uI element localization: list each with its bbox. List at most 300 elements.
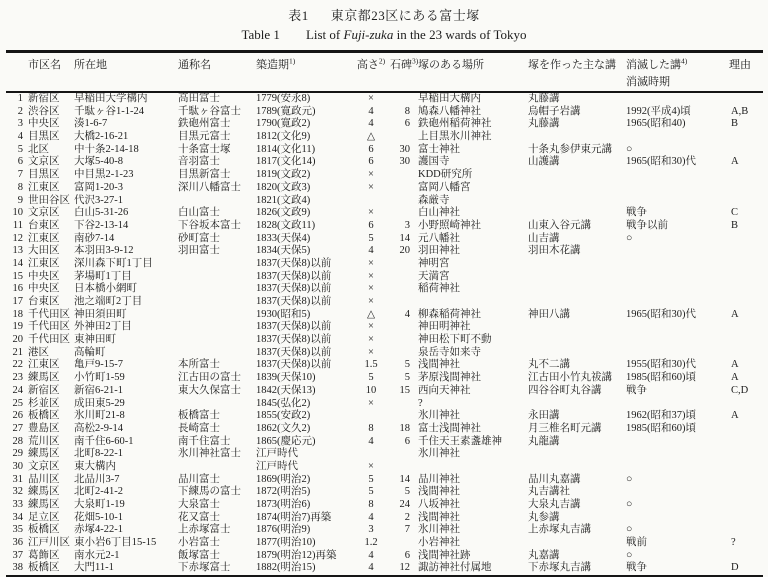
cell-common-name: 大泉富士: [178, 499, 220, 510]
table-row: [6, 359, 763, 372]
cell-row-number: 25: [12, 397, 23, 409]
table-row: [6, 283, 763, 296]
cell-builder-ko: 丸藤講: [528, 118, 560, 130]
cell-reason: [717, 321, 763, 334]
cell-location-of-mound: 稲荷神社: [418, 283, 460, 295]
cell-extinct-ko: [626, 195, 717, 208]
cell-location-of-mound: 上目黒氷川神社: [418, 131, 492, 143]
table-row: [6, 524, 763, 537]
cell-stone-monuments: 18: [399, 422, 410, 434]
cell-stone-monuments: [388, 92, 418, 106]
cell-construction-period: 1837(天保8)以前: [256, 296, 332, 307]
cell-reason: [717, 233, 763, 246]
cell-height: ×: [368, 169, 374, 181]
col-header-ward: 市区名: [28, 59, 61, 71]
table-row: [6, 550, 763, 563]
cell-builder-ko: [528, 182, 626, 195]
cell-ward: 世田谷区: [28, 194, 70, 206]
cell-common-name: 下赤塚富士: [178, 562, 231, 574]
cell-extinct-ko: 1965(昭和40): [626, 118, 686, 130]
cell-row-number: 18: [12, 308, 23, 320]
cell-construction-period: 1882(明治15): [256, 562, 316, 574]
cell-stone-monuments: 30: [399, 143, 410, 155]
cell-ward: 北区: [28, 143, 49, 155]
cell-construction-period: 1879(明治12)再築: [256, 549, 337, 561]
cell-stone-monuments: [388, 537, 418, 550]
cell-address: 氷川町21-8: [74, 410, 125, 422]
cell-common-name: 本所富士: [178, 359, 220, 371]
caption-en-label: Table 1: [241, 27, 280, 42]
cell-ward: 千代田区: [28, 308, 70, 320]
cell-address: 湊1-6-7: [74, 118, 108, 130]
cell-stone-monuments: [388, 321, 418, 334]
cell-location-of-mound: 小野照崎神社: [418, 219, 481, 231]
cell-common-name: 砂町富士: [178, 232, 220, 244]
cell-address: 東大構内: [74, 460, 116, 472]
col-header-common-name: 通称名: [178, 59, 211, 71]
table-row: [6, 398, 763, 411]
cell-reason: B: [731, 118, 739, 130]
cell-common-name: 目黒新富士: [178, 169, 231, 181]
fujizuka-table: [6, 50, 763, 577]
cell-row-number: 1: [17, 93, 23, 104]
cell-row-number: 8: [17, 181, 23, 193]
cell-reason: [717, 499, 763, 512]
cell-reason: A: [731, 156, 739, 168]
cell-extinct-ko: 1985(昭和60)頃: [626, 372, 696, 384]
col-header-builder-ko: 塚を作った主な講: [528, 59, 616, 71]
cell-reason: [717, 524, 763, 537]
cell-stone-monuments: 6: [404, 549, 410, 561]
cell-stone-monuments: [388, 448, 418, 461]
cell-builder-ko: 山護講: [528, 156, 560, 168]
cell-construction-period: 1877(明治10): [256, 537, 316, 549]
cell-stone-monuments: 2: [404, 511, 410, 523]
cell-address: 下谷2-13-14: [74, 219, 129, 231]
cell-location-of-mound: 茅原浅間神社: [418, 372, 481, 384]
cell-row-number: 33: [12, 499, 23, 510]
cell-location-of-mound: 氷川神社: [418, 524, 460, 536]
cell-reason: [717, 131, 763, 144]
cell-builder-ko: [528, 347, 626, 360]
cell-common-name: 下練馬の富士: [178, 486, 241, 498]
cell-location-of-mound: 千住天王素盞雄神: [418, 435, 502, 447]
cell-height: 8: [368, 499, 374, 510]
cell-address: 赤塚4-22-1: [74, 524, 123, 536]
cell-extinct-ko: 戦争: [626, 384, 647, 396]
cell-ward: 板橋区: [28, 562, 60, 574]
cell-row-number: 17: [12, 296, 23, 307]
cell-extinct-ko: 1962(昭和37)頃: [626, 410, 696, 422]
col-header-construction-period: 築造期$^{1)}$: [256, 56, 296, 71]
cell-extinct-ko: ○: [626, 499, 633, 510]
cell-location-of-mound: [418, 461, 528, 474]
cell-common-name: 白山富士: [178, 207, 220, 219]
cell-height: 4: [368, 562, 374, 574]
table-row: [6, 233, 763, 246]
cell-ward: 足立区: [28, 511, 60, 523]
cell-ward: 文京区: [28, 460, 60, 472]
cell-construction-period: 1862(文久2): [256, 422, 311, 434]
table-row: [6, 182, 763, 195]
cell-extinct-ko: ○: [626, 143, 633, 155]
cell-builder-ko: 月三椎名町元講: [528, 422, 602, 434]
cell-builder-ko: [528, 169, 626, 182]
cell-stone-monuments: [388, 283, 418, 296]
cell-reason: A: [731, 410, 739, 422]
cell-height: 1.5: [364, 359, 378, 371]
table-row: [6, 448, 763, 461]
table-row: [6, 334, 763, 347]
cell-height: 5: [368, 486, 374, 498]
cell-builder-ko: [528, 537, 626, 550]
cell-address: 花畑5-10-1: [74, 511, 123, 523]
cell-construction-period: 1837(天保8)以前: [256, 321, 332, 333]
cell-height: 5: [368, 372, 374, 384]
cell-builder-ko: [528, 258, 626, 271]
cell-common-name: [178, 283, 256, 296]
cell-address: 小竹町1-59: [74, 372, 125, 384]
cell-stone-monuments: [388, 258, 418, 271]
table-row: [6, 486, 763, 499]
table-row: [6, 372, 763, 385]
cell-common-name: [178, 398, 256, 411]
cell-ward: 渋谷区: [28, 105, 60, 117]
cell-location-of-mound: 富士神社: [418, 143, 460, 155]
cell-ward: 江東区: [28, 257, 60, 269]
table-body: [6, 92, 763, 576]
cell-construction-period: 1837(天保8)以前: [256, 346, 332, 358]
cell-stone-monuments: 14: [399, 473, 410, 485]
cell-builder-ko: 永田講: [528, 410, 560, 422]
cell-location-of-mound: [418, 296, 528, 309]
cell-builder-ko: [528, 195, 626, 208]
footnote-mark-1: 1): [289, 56, 296, 66]
cell-ward: 中央区: [28, 118, 60, 130]
cell-reason: D: [731, 562, 739, 574]
cell-stone-monuments: 5: [404, 359, 410, 371]
cell-construction-period: 1837(天保8)以前: [256, 283, 332, 295]
cell-construction-period: 1842(天保13): [256, 384, 316, 396]
cell-common-name: 音羽富士: [178, 156, 220, 168]
cell-address: 中十条2-14-18: [74, 143, 139, 155]
cell-height: ×: [368, 397, 374, 409]
cell-height: ×: [368, 257, 374, 269]
cell-common-name: 長崎富士: [178, 422, 220, 434]
cell-builder-ko: [528, 283, 626, 296]
cell-builder-ko: 品川丸嘉講: [528, 473, 581, 485]
cell-row-number: 16: [12, 283, 23, 295]
cell-height: 6: [368, 156, 374, 168]
cell-row-number: 22: [12, 359, 23, 371]
cell-stone-monuments: 24: [399, 499, 410, 510]
footnote-mark-4: 4): [681, 56, 688, 66]
cell-ward: 練馬区: [28, 448, 60, 460]
cell-row-number: 4: [17, 131, 23, 143]
cell-common-name: [178, 271, 256, 284]
cell-row-number: 26: [12, 410, 23, 422]
cell-ward: 練馬区: [28, 372, 60, 384]
cell-height: ×: [368, 270, 374, 282]
table-row: [6, 131, 763, 144]
cell-construction-period: 1855(安政2): [256, 410, 311, 422]
cell-reason: [717, 347, 763, 360]
cell-construction-period: 1865(慶応元): [256, 435, 316, 447]
cell-extinct-ko: ○: [626, 473, 633, 485]
cell-builder-ko: 江古田小竹丸祓講: [528, 372, 612, 384]
cell-row-number: 28: [12, 435, 23, 447]
cell-common-name: [178, 195, 256, 208]
cell-extinct-ko: ○: [626, 232, 633, 244]
cell-construction-period: 1826(文政9): [256, 207, 311, 219]
cell-height: 8: [368, 422, 374, 434]
table-row: [6, 474, 763, 487]
cell-builder-ko: 丸吉講社: [528, 486, 570, 498]
cell-row-number: 38: [12, 562, 23, 574]
table-row: [6, 195, 763, 208]
cell-reason: A: [731, 372, 739, 384]
cell-extinct-ko: [626, 436, 717, 449]
cell-height: ×: [368, 283, 374, 295]
table-row: [6, 423, 763, 436]
cell-reason: [717, 283, 763, 296]
cell-ward: 練馬区: [28, 499, 60, 510]
cell-height: 4: [368, 549, 374, 561]
cell-reason: [717, 195, 763, 208]
cell-construction-period: 1819(文政2): [256, 169, 311, 181]
cell-reason: [717, 486, 763, 499]
cell-common-name: 小岩富士: [178, 537, 220, 549]
cell-location-of-mound: 鉄砲州稲荷神社: [418, 118, 492, 130]
cell-stone-monuments: 8: [404, 105, 410, 117]
cell-height: 5: [368, 232, 374, 244]
cell-builder-ko: 丸参講: [528, 511, 560, 523]
cell-address: 日本橋小網町: [74, 283, 137, 295]
cell-common-name: 千駄ヶ谷富士: [178, 105, 241, 117]
cell-location-of-mound: 八坂神社: [418, 499, 460, 510]
cell-stone-monuments: 14: [399, 232, 410, 244]
cell-extinct-ko: [626, 283, 717, 296]
cell-stone-monuments: 6: [404, 435, 410, 447]
cell-row-number: 35: [12, 524, 23, 536]
cell-height: [354, 195, 388, 208]
cell-extinct-ko: 1992(平成4)頃: [626, 105, 691, 117]
cell-row-number: 19: [12, 321, 23, 333]
cell-row-number: 29: [12, 448, 23, 460]
cell-height: 6: [368, 219, 374, 231]
cell-construction-period: 1814(文化11): [256, 143, 316, 155]
cell-stone-monuments: [388, 347, 418, 360]
cell-height: 3: [368, 524, 374, 536]
cell-row-number: 11: [12, 219, 23, 231]
cell-location-of-mound: 浅間神社: [418, 486, 460, 498]
cell-stone-monuments: 5: [404, 486, 410, 498]
cell-reason: [717, 182, 763, 195]
cell-ward: 品川区: [28, 473, 60, 485]
cell-stone-monuments: 4: [404, 308, 410, 320]
cell-location-of-mound: 浅間神社: [418, 511, 460, 523]
cell-row-number: 10: [12, 207, 23, 219]
table-row: [6, 144, 763, 157]
cell-row-number: 6: [17, 156, 23, 168]
cell-common-name: 板橋富士: [178, 410, 220, 422]
cell-builder-ko: 丸不二講: [528, 359, 570, 371]
table-row: [6, 271, 763, 284]
cell-row-number: 9: [17, 194, 23, 206]
cell-stone-monuments: [388, 461, 418, 474]
cell-row-number: 3: [17, 118, 23, 130]
cell-stone-monuments: 30: [399, 156, 410, 168]
cell-ward: 台東区: [28, 219, 60, 231]
cell-address: 東小岩6丁目15-15: [74, 537, 157, 549]
table-row: [6, 207, 763, 220]
cell-builder-ko: 大泉丸吉講: [528, 499, 581, 510]
caption-english: [0, 27, 768, 43]
cell-extinct-ko: [626, 271, 717, 284]
header-row: [6, 52, 763, 93]
cell-common-name: 上赤塚富士: [178, 524, 231, 536]
cell-extinct-ko: [626, 321, 717, 334]
cell-location-of-mound: 早稲田大構内: [418, 93, 481, 104]
cell-location-of-mound: 護国寺: [418, 156, 450, 168]
cell-ward: 中央区: [28, 270, 60, 282]
cell-reason: [717, 92, 763, 106]
cell-ward: 江戸川区: [28, 537, 70, 549]
cell-construction-period: 1821(文政4): [256, 194, 311, 206]
cell-location-of-mound: 富岡八幡宮: [418, 181, 471, 193]
cell-reason: [717, 271, 763, 284]
cell-row-number: 5: [17, 143, 23, 155]
cell-stone-monuments: 20: [399, 245, 410, 257]
cell-reason: [717, 461, 763, 474]
cell-reason: [717, 512, 763, 525]
table-row: [6, 385, 763, 398]
cell-ward: 新宿区: [28, 93, 60, 104]
cell-reason: [717, 436, 763, 449]
cell-stone-monuments: [388, 334, 418, 347]
cell-builder-ko: 四谷谷町丸谷講: [528, 384, 602, 396]
table-row: [6, 321, 763, 334]
cell-location-of-mound: 泉岳寺如来寺: [418, 346, 481, 358]
cell-location-of-mound: 氷川神社: [418, 448, 460, 460]
cell-construction-period: 1869(明治2): [256, 473, 311, 485]
cell-construction-period: 1930(昭和5): [256, 308, 311, 320]
cell-reason: B: [731, 219, 739, 231]
cell-common-name: 目黒元富士: [178, 131, 231, 143]
cell-row-number: 23: [12, 372, 23, 384]
col-header-stone-monuments: 石碑$^{3)}$: [390, 56, 419, 71]
cell-construction-period: 1872(明治5): [256, 486, 311, 498]
cell-height: [354, 410, 388, 423]
table-row: [6, 156, 763, 169]
cell-common-name: [178, 347, 256, 360]
caption-en-post: in the 23 wards of Tokyo: [393, 27, 527, 42]
cell-height: ×: [368, 346, 374, 358]
table-row: [6, 461, 763, 474]
caption-en-italic: Fuji-zuka: [343, 27, 394, 42]
cell-stone-monuments: [388, 410, 418, 423]
cell-row-number: 24: [12, 384, 23, 396]
cell-common-name: 花又富士: [178, 511, 220, 523]
cell-extinct-ko: [626, 461, 717, 474]
cell-row-number: 2: [17, 105, 23, 117]
cell-location-of-mound: 浅間神社跡: [418, 549, 471, 561]
cell-ward: 大田区: [28, 245, 60, 257]
cell-location-of-mound: 柳森稲荷神社: [418, 308, 481, 320]
cell-reason: [717, 245, 763, 258]
cell-address: 白山5-31-26: [74, 207, 129, 219]
cell-builder-ko: 丸嘉講: [528, 549, 560, 561]
cell-address: 富岡1-20-3: [74, 181, 123, 193]
cell-ward: 目黒区: [28, 131, 60, 143]
table-row: [6, 106, 763, 119]
cell-construction-period: 江戸時代: [256, 460, 298, 472]
table-row: [6, 499, 763, 512]
cell-location-of-mound: 神田明神社: [418, 321, 471, 333]
cell-construction-period: 1874(明治7)再築: [256, 511, 332, 523]
table-row: [6, 347, 763, 360]
cell-extinct-ko: [626, 512, 717, 525]
cell-address: 北品川3-7: [74, 473, 120, 485]
cell-address: 茅場町1丁目: [74, 270, 132, 282]
cell-location-of-mound: 神明宮: [418, 257, 450, 269]
cell-location-of-mound: 森厳寺: [418, 194, 450, 206]
cell-address: 大門11-1: [74, 562, 114, 574]
cell-builder-ko: [528, 207, 626, 220]
cell-stone-monuments: 5: [404, 372, 410, 384]
cell-row-number: 27: [12, 422, 23, 434]
col-header-reason: 理由: [729, 59, 751, 71]
table-row: [6, 309, 763, 322]
col-header-location-of-mound: 塚のある場所: [418, 59, 484, 71]
cell-builder-ko: [528, 461, 626, 474]
cell-row-number: 12: [12, 232, 23, 244]
cell-row-number: 15: [12, 270, 23, 282]
cell-height: 1.2: [364, 537, 378, 549]
cell-extinct-ko: [626, 334, 717, 347]
cell-reason: [717, 334, 763, 347]
cell-construction-period: 1820(文政3): [256, 181, 311, 193]
cell-address: 代沢3-27-1: [74, 194, 123, 206]
cell-height: 5: [368, 473, 374, 485]
cell-height: ×: [368, 296, 374, 307]
cell-location-of-mound: 白山神社: [418, 207, 460, 219]
cell-stone-monuments: [388, 271, 418, 284]
cell-reason: [717, 474, 763, 487]
cell-construction-period: 1837(天保8)以前: [256, 334, 332, 346]
cell-address: 東神田町: [74, 334, 116, 346]
cell-common-name: 氷川神社富士: [178, 448, 241, 460]
cell-row-number: 7: [17, 169, 23, 181]
cell-location-of-mound: 氷川神社: [418, 410, 460, 422]
cell-extinct-ko: [626, 448, 717, 461]
cell-common-name: [178, 296, 256, 309]
col-header-height: 高さ$^{2)}$: [356, 56, 386, 71]
cell-builder-ko: [528, 448, 626, 461]
cell-address: 大橋2-16-21: [74, 131, 129, 143]
cell-location-of-mound: 浅間神社: [418, 359, 460, 371]
cell-common-name: 南千住富士: [178, 435, 231, 447]
cell-extinct-ko: ○: [626, 549, 633, 561]
cell-stone-monuments: [388, 296, 418, 309]
cell-extinct-ko: [626, 92, 717, 106]
cell-construction-period: 1817(文化14): [256, 156, 316, 168]
cell-extinct-ko: 1955(昭和30)代: [626, 359, 696, 371]
cell-ward: 台東区: [28, 296, 60, 307]
cell-stone-monuments: 15: [399, 384, 410, 396]
cell-ward: 新宿区: [28, 384, 60, 396]
cell-location-of-mound: 鳩森八幡神社: [418, 105, 481, 117]
